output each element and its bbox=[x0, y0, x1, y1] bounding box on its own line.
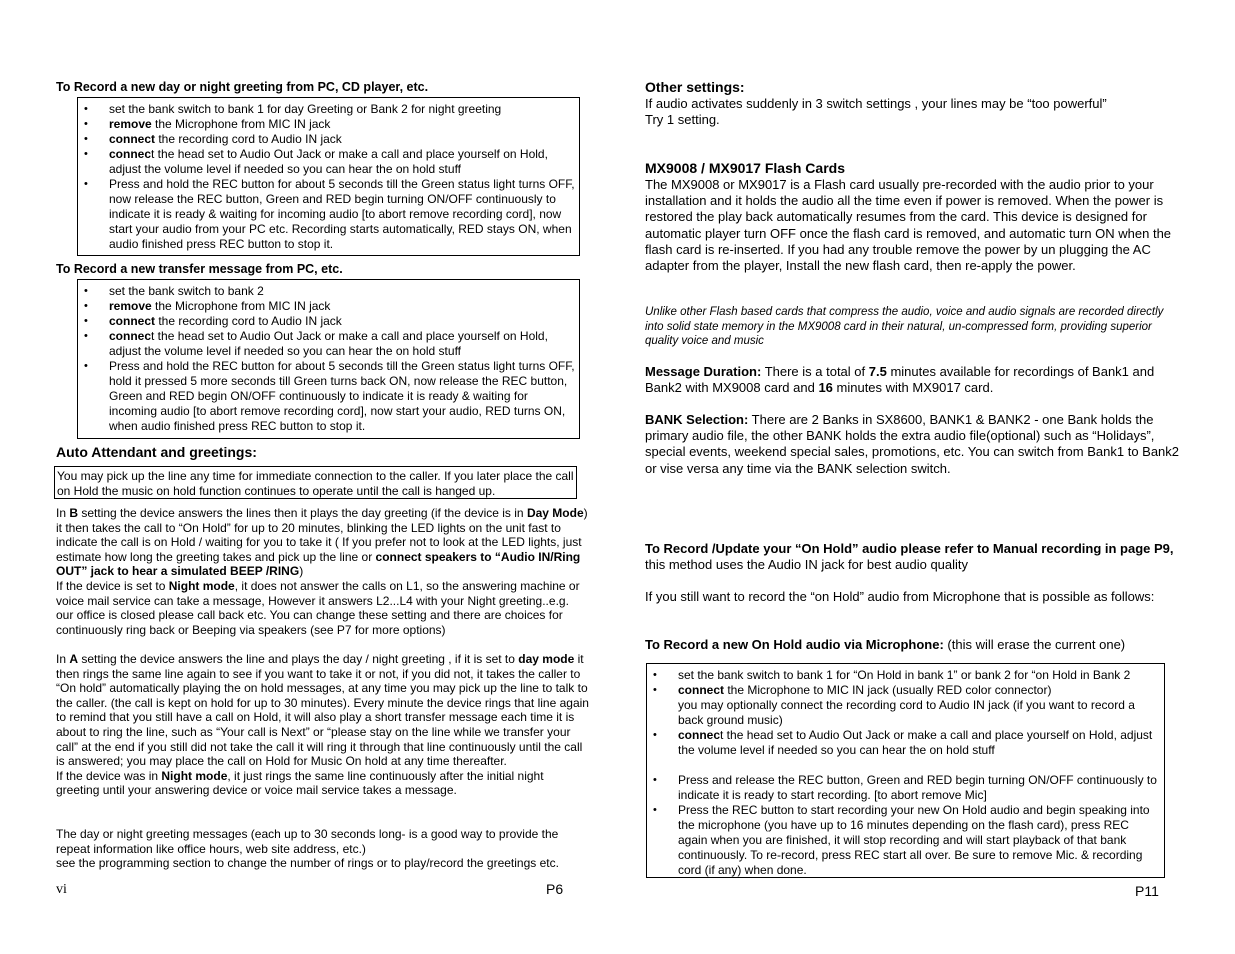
heading-record-day-greeting: To Record a new day or night greeting from PC, CD player, etc. bbox=[56, 80, 429, 94]
mic-intro-text: If you still want to record the “on Hold” audio from Microphone that is possible as follows: bbox=[645, 589, 1155, 604]
page-number-right: P11 bbox=[1135, 883, 1159, 899]
update-onhold-text: To Record /Update your “On Hold” audio please refer to Manual recording in page P9, this method uses the Audio IN jack for best audio quality bbox=[645, 541, 1174, 573]
instruction-box-transfer bbox=[77, 279, 580, 439]
paragraph-programming: see the programming section to change the number of rings or to play/record the greetings etc. bbox=[56, 856, 559, 871]
list-item: • Press and hold the REC button for about 5 seconds till the Green status light turns OFF, now release the REC button, Green and RED begin turning ON/OFF continuously to indicate it is ready & waiting for incoming audio [to abort remove recording cord], now start your audio from your PC etc. Recording starts automatically, RED stays ON, when audio finished press REC button to stop it. bbox=[78, 177, 575, 252]
footer-left-roman: vi bbox=[56, 882, 67, 897]
list-item: • set the bank switch to bank 1 for “On Hold in bank 1” or bank 2 for “on Hold in Bank 2 bbox=[647, 668, 1160, 683]
list-item: • connect the head set to Audio Out Jack or make a call and place yourself on Hold, adjust the volume level if needed so you can hear the on hold stuff bbox=[647, 728, 1160, 758]
bank-selection-text: BANK Selection: There are 2 Banks in SX8600, BANK1 & BANK2 - one Bank holds the primary audio file, the other BANK holds the extra audio file(optional) such as “Holidays”, special events, weekend special sales, promotions, etc. You can switch from Bank1 to Bank2 or vise versa any time via the BANK selection switch. bbox=[645, 412, 1180, 476]
list-item: • Press and hold the REC button for about 5 seconds till the Green status light turns OFF, hold it pressed 5 more seconds till Green turns back ON, now release the REC button, Green and RED begin ON/OFF continuously to indicate it is ready & waiting for incoming audio [to abort remove recording cord], now start your audio, RED turns ON, when audio finished press REC button to stop it. bbox=[78, 359, 575, 434]
bullet-list-microphone bbox=[647, 668, 1160, 878]
list-item: • connect the head set to Audio Out Jack or make a call and place yourself on Hold, adjust the volume level if needed so you can hear the on hold stuff bbox=[78, 147, 575, 177]
heading-other-settings: Other settings: bbox=[645, 79, 745, 95]
list-item: • remove the Microphone from MIC IN jack bbox=[78, 117, 575, 132]
heading-auto-attendant: Auto Attendant and greetings: bbox=[56, 444, 257, 460]
left-body-text bbox=[56, 506, 589, 871]
paragraph-night-mode: If the device is set to Night mode, it does not answer the calls on L1, so the answering machine or voice mail service can take a message, However it answers L2...L4 with your Night greeting..e.g. our office is closed please call back etc. You can change these setting and there are choices for continuously ring back or Beeping via speakers (see P7 for more options) bbox=[56, 578, 580, 637]
list-item: • connect the recording cord to Audio IN jack bbox=[78, 132, 575, 147]
auto-attendant-note: You may pick up the line any time for immediate connection to the caller. If you later place the call on Hold the music on hold function continues to operate until the call is hanged up. bbox=[57, 469, 574, 498]
heading-record-transfer: To Record a new transfer message from PC, etc. bbox=[56, 262, 343, 276]
list-item: • set the bank switch to bank 1 for day Greeting or Bank 2 for night greeting bbox=[78, 102, 575, 117]
paragraph-greetings: The day or night greeting messages (each up to 30 seconds long- is a good way to provide the repeat information like office hours, web site address, etc.) bbox=[56, 827, 559, 856]
paragraph-b-setting: In B setting the device answers the lines then it plays the day greeting (if the device is in Day Mode) it then takes the call to “On Hold” for up to 20 minutes, blinking the LED lights on the unit fast to indicate the call is on Hold / waiting for you to take it ( If you prefer not to look at the LED lights, just estimate how long the greeting takes and pick up the line or connect speakers to “Audio IN/Ring OUT” jack to hear a simulated BEEP /RING) bbox=[56, 506, 588, 579]
heading-record-onhold-mic: To Record a new On Hold audio via Microphone: (this will erase the current one) bbox=[645, 637, 1126, 652]
list-item: • connect the Microphone to MIC IN jack (usually RED color connector) you may optionally connect the recording cord to Audio IN jack (if you want to record a back ground music) bbox=[647, 683, 1160, 728]
heading-flash-cards: MX9008 / MX9017 Flash Cards bbox=[645, 160, 845, 176]
paragraph-night-mode-2: If the device was in Night mode, it just rings the same line continuously after the initial night greeting until your answering device or voice mail service takes a message. bbox=[56, 768, 544, 798]
list-item: • connect the recording cord to Audio IN jack bbox=[78, 314, 575, 329]
flash-cards-italic-note: Unlike other Flash based cards that compress the audio, voice and audio signals are recorded directly into solid state memory in the MX9008 card in their natural, un-compressed form, providing superior quality voice and music bbox=[645, 306, 1164, 347]
bullet-list-day-greeting bbox=[78, 102, 575, 252]
list-item: • set the bank switch to bank 2 bbox=[78, 284, 575, 299]
paragraph-a-setting: In A setting the device answers the line and plays the day / night greeting , if it is set to day mode it then rings the same line again to see if you want to take it or not, if you did not, it takes the caller to “On hold” automatically playing the on hold messages, at any time you may pick up the line to talk to the caller. (the call is kept on hold for up to 30 minutes). Every minute the device rings that line again to remind that you still have a call on Hold, it will also play a short transfer message each time it is about to ring the line, such as “Your call is Next” or “please stay on the line while we transfer your call” at the end if you still did not take the call it will ring it through that line continuously until the call is answered; you may place the call on Hold for Music On hold at any time thereafter. bbox=[56, 651, 589, 769]
instruction-box-day-greeting bbox=[77, 97, 580, 256]
list-item: • remove the Microphone from MIC IN jack bbox=[78, 299, 575, 314]
page-number-left: P6 bbox=[546, 881, 564, 897]
other-settings-text: If audio activates suddenly in 3 switch settings , your lines may be “too powerful” Try 1 setting. bbox=[645, 96, 1107, 128]
instruction-box-microphone bbox=[646, 663, 1165, 878]
list-item: • Press and release the REC button, Green and RED begin turning ON/OFF continuously to indicate it is ready to start recording. [to abort remove Mic] bbox=[647, 773, 1160, 803]
auto-attendant-note-box bbox=[54, 466, 577, 499]
bullet-list-transfer bbox=[78, 284, 575, 434]
flash-cards-text: The MX9008 or MX9017 is a Flash card usually pre-recorded with the audio prior to your installation and it holds the audio all the time even if power is removed. When the power is restored the play back automatically resumes from the card. This device is designed for automatic player turn OFF once the flash card is removed, and automatic turn ON when the flash card is re-inserted. If you had any trouble remove the power by un plugging the AC adapter from the player, Install the new flash card, then re-apply the power. bbox=[645, 177, 1172, 274]
list-item: • Press the REC button to start recording your new On Hold audio and begin speaking into the microphone (you have up to 16 minutes depending on the flash card), press REC again when you are finished, it will stop recording and will start playback of that bank continuously. To re-record, press REC start all over. Be sure to remove Mic. & recording cord (if any) when done. bbox=[647, 803, 1160, 878]
list-item: • connect the head set to Audio Out Jack or make a call and place yourself on Hold, adjust the volume level if needed so you can hear the on hold stuff bbox=[78, 329, 575, 359]
message-duration-text: Message Duration: There is a total of 7.5 minutes available for recordings of Bank1 and Bank2 with MX9008 card and 16 minutes with MX9017 card. bbox=[645, 364, 1155, 396]
